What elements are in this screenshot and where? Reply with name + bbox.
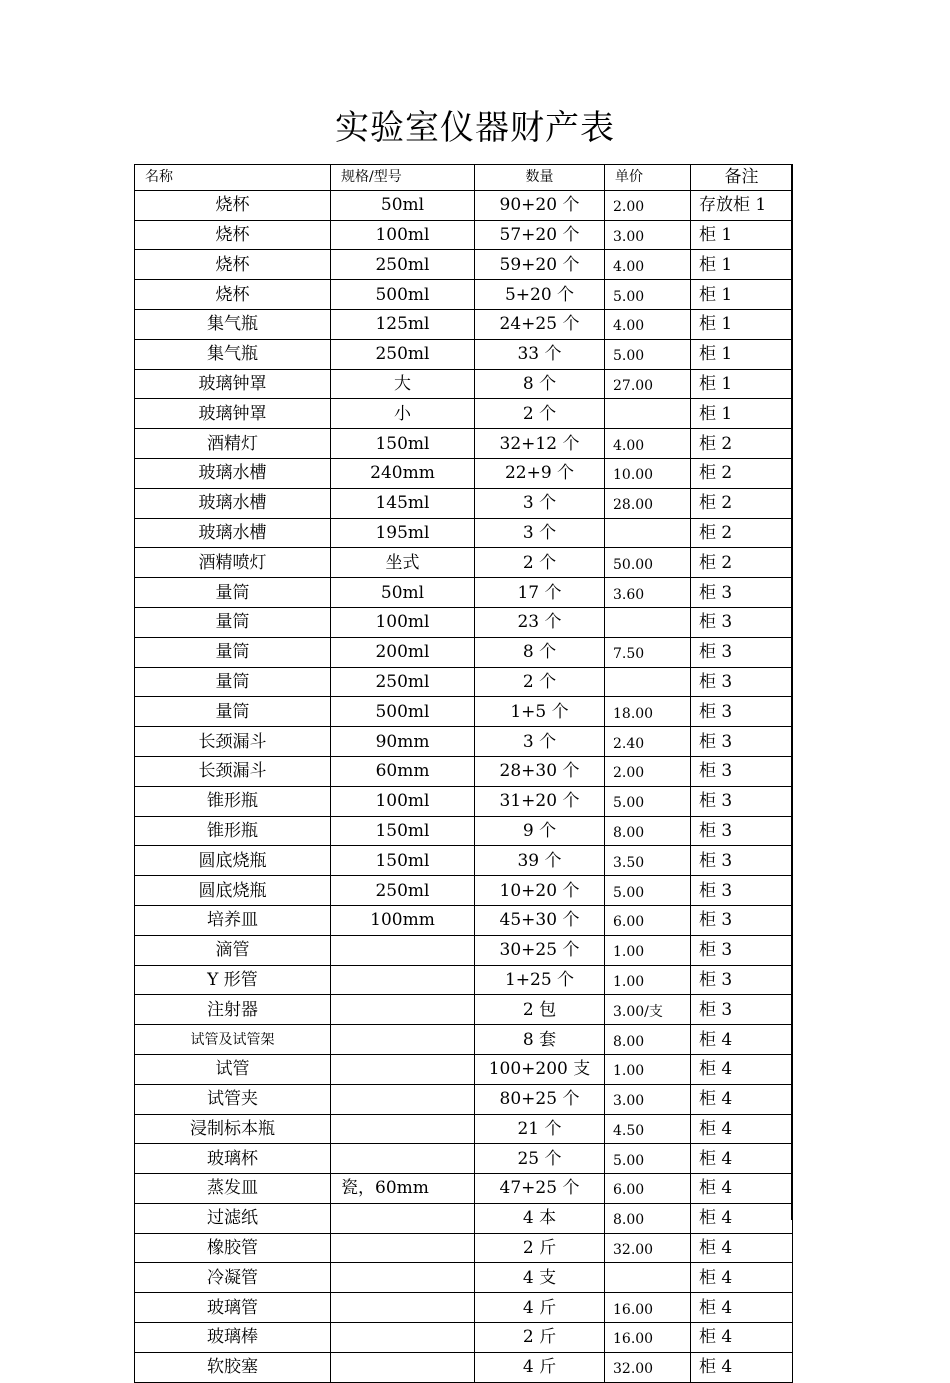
cell-notes: 柜 3 bbox=[691, 578, 793, 608]
cell-notes: 柜 1 bbox=[691, 280, 793, 310]
cell-name: 过滤纸 bbox=[135, 1203, 331, 1233]
cell-qty: 2 包 bbox=[475, 995, 605, 1025]
cell-name: 烧杯 bbox=[135, 220, 331, 250]
table-row bbox=[135, 816, 793, 846]
cell-qty: 24+25 个 bbox=[475, 309, 605, 339]
cell-spec: 100ml bbox=[331, 607, 475, 637]
cell-qty: 1+25 个 bbox=[475, 965, 605, 995]
cell-price bbox=[605, 667, 691, 697]
table-row bbox=[135, 578, 793, 608]
cell-price: 3.00 bbox=[605, 1084, 691, 1114]
table-row bbox=[135, 846, 793, 876]
table-row bbox=[135, 280, 793, 310]
cell-name: 量筒 bbox=[135, 607, 331, 637]
cell-spec: 250ml bbox=[331, 250, 475, 280]
cell-notes: 柜 1 bbox=[691, 309, 793, 339]
cell-spec bbox=[331, 1323, 475, 1353]
cell-qty: 21 个 bbox=[475, 1114, 605, 1144]
cell-price: 16.00 bbox=[605, 1293, 691, 1323]
cell-price bbox=[605, 1263, 691, 1293]
inventory-table bbox=[134, 164, 793, 1383]
header-name: 名称 bbox=[135, 165, 331, 191]
cell-notes: 柜 1 bbox=[691, 220, 793, 250]
table-row bbox=[135, 399, 793, 429]
table-row bbox=[135, 1114, 793, 1144]
cell-spec: 500ml bbox=[331, 697, 475, 727]
cell-price: 5.00 bbox=[605, 876, 691, 906]
cell-price: 3.50 bbox=[605, 846, 691, 876]
cell-spec: 500ml bbox=[331, 280, 475, 310]
table-row bbox=[135, 369, 793, 399]
cell-name: 圆底烧瓶 bbox=[135, 846, 331, 876]
cell-qty: 4 支 bbox=[475, 1263, 605, 1293]
cell-qty: 28+30 个 bbox=[475, 756, 605, 786]
cell-name: 浸制标本瓶 bbox=[135, 1114, 331, 1144]
table-row bbox=[135, 786, 793, 816]
cell-spec: 200ml bbox=[331, 637, 475, 667]
cell-spec: 90mm bbox=[331, 727, 475, 757]
cell-name: 冷凝管 bbox=[135, 1263, 331, 1293]
cell-notes: 柜 3 bbox=[691, 786, 793, 816]
cell-spec: 150ml bbox=[331, 816, 475, 846]
cell-price: 5.00 bbox=[605, 339, 691, 369]
cell-price: 6.00 bbox=[605, 905, 691, 935]
cell-name: 软胶塞 bbox=[135, 1352, 331, 1382]
cell-notes: 柜 4 bbox=[691, 1174, 793, 1204]
header-spec: 规格/型号 bbox=[331, 165, 475, 191]
table-row bbox=[135, 756, 793, 786]
cell-name: 玻璃钟罩 bbox=[135, 369, 331, 399]
cell-name: 玻璃水槽 bbox=[135, 488, 331, 518]
cell-qty: 2 个 bbox=[475, 399, 605, 429]
cell-name: 玻璃水槽 bbox=[135, 518, 331, 548]
cell-notes: 柜 4 bbox=[691, 1025, 793, 1055]
cell-price: 32.00 bbox=[605, 1352, 691, 1382]
cell-name: 烧杯 bbox=[135, 190, 331, 220]
table-row bbox=[135, 1352, 793, 1382]
cell-name: 酒精喷灯 bbox=[135, 548, 331, 578]
cell-spec bbox=[331, 995, 475, 1025]
cell-spec: 小 bbox=[331, 399, 475, 429]
cell-name: 量筒 bbox=[135, 697, 331, 727]
cell-spec bbox=[331, 1025, 475, 1055]
header-notes: 备注 bbox=[691, 165, 793, 191]
cell-qty: 5+20 个 bbox=[475, 280, 605, 310]
cell-name: 集气瓶 bbox=[135, 309, 331, 339]
cell-qty: 45+30 个 bbox=[475, 905, 605, 935]
table-row bbox=[135, 250, 793, 280]
cell-qty: 2 斤 bbox=[475, 1323, 605, 1353]
cell-name: 玻璃棒 bbox=[135, 1323, 331, 1353]
cell-name: 蒸发皿 bbox=[135, 1174, 331, 1204]
table-row bbox=[135, 876, 793, 906]
cell-name: 量筒 bbox=[135, 667, 331, 697]
cell-price: 4.00 bbox=[605, 250, 691, 280]
table-row bbox=[135, 1144, 793, 1174]
cell-notes: 柜 4 bbox=[691, 1144, 793, 1174]
cell-spec: 100ml bbox=[331, 786, 475, 816]
cell-qty: 30+25 个 bbox=[475, 935, 605, 965]
cell-qty: 33 个 bbox=[475, 339, 605, 369]
table-row bbox=[135, 1323, 793, 1353]
cell-spec bbox=[331, 935, 475, 965]
cell-spec: 100ml bbox=[331, 220, 475, 250]
cell-spec: 240mm bbox=[331, 458, 475, 488]
cell-name: 锥形瓶 bbox=[135, 816, 331, 846]
cell-notes: 柜 4 bbox=[691, 1203, 793, 1233]
cell-name: 锥形瓶 bbox=[135, 786, 331, 816]
cell-price: 2.00 bbox=[605, 190, 691, 220]
cell-spec: 100mm bbox=[331, 905, 475, 935]
cell-qty: 39 个 bbox=[475, 846, 605, 876]
cell-qty: 100+200 支 bbox=[475, 1054, 605, 1084]
table-row bbox=[135, 905, 793, 935]
table-row bbox=[135, 220, 793, 250]
table-row bbox=[135, 1203, 793, 1233]
cell-name: 量筒 bbox=[135, 637, 331, 667]
table-row bbox=[135, 1293, 793, 1323]
cell-notes: 柜 3 bbox=[691, 697, 793, 727]
cell-qty: 1+5 个 bbox=[475, 697, 605, 727]
cell-qty: 4 斤 bbox=[475, 1293, 605, 1323]
table-row bbox=[135, 429, 793, 459]
cell-spec: 大 bbox=[331, 369, 475, 399]
cell-spec bbox=[331, 1203, 475, 1233]
cell-price: 3.00 bbox=[605, 220, 691, 250]
cell-name: 玻璃杯 bbox=[135, 1144, 331, 1174]
table-row bbox=[135, 488, 793, 518]
cell-name: 玻璃水槽 bbox=[135, 458, 331, 488]
cell-price: 3.60 bbox=[605, 578, 691, 608]
cell-price: 3.00/支 bbox=[605, 995, 691, 1025]
cell-price: 1.00 bbox=[605, 965, 691, 995]
table-row bbox=[135, 518, 793, 548]
cell-qty: 2 斤 bbox=[475, 1233, 605, 1263]
cell-price: 4.00 bbox=[605, 429, 691, 459]
cell-qty: 31+20 个 bbox=[475, 786, 605, 816]
table-row bbox=[135, 637, 793, 667]
cell-qty: 17 个 bbox=[475, 578, 605, 608]
cell-price: 8.00 bbox=[605, 1203, 691, 1233]
cell-spec bbox=[331, 1352, 475, 1382]
cell-notes: 柜 2 bbox=[691, 518, 793, 548]
table-row bbox=[135, 965, 793, 995]
cell-notes: 柜 2 bbox=[691, 458, 793, 488]
table-row bbox=[135, 697, 793, 727]
cell-price: 5.00 bbox=[605, 280, 691, 310]
cell-qty: 32+12 个 bbox=[475, 429, 605, 459]
cell-spec: 250ml bbox=[331, 667, 475, 697]
cell-name: 长颈漏斗 bbox=[135, 756, 331, 786]
cell-notes: 柜 3 bbox=[691, 727, 793, 757]
cell-price: 5.00 bbox=[605, 1144, 691, 1174]
cell-name: 注射器 bbox=[135, 995, 331, 1025]
cell-name: 玻璃钟罩 bbox=[135, 399, 331, 429]
cell-price: 8.00 bbox=[605, 1025, 691, 1055]
table-row bbox=[135, 1025, 793, 1055]
cell-qty: 3 个 bbox=[475, 518, 605, 548]
cell-notes: 存放柜 1 bbox=[691, 190, 793, 220]
cell-qty: 22+9 个 bbox=[475, 458, 605, 488]
table-row bbox=[135, 309, 793, 339]
cell-spec: 60mm bbox=[331, 756, 475, 786]
cell-notes: 柜 2 bbox=[691, 429, 793, 459]
cell-qty: 2 个 bbox=[475, 667, 605, 697]
cell-name: 试管 bbox=[135, 1054, 331, 1084]
cell-price bbox=[605, 518, 691, 548]
cell-spec: 250ml bbox=[331, 876, 475, 906]
table-header-row bbox=[135, 165, 793, 191]
cell-spec bbox=[331, 1293, 475, 1323]
cell-price: 2.00 bbox=[605, 756, 691, 786]
cell-qty: 4 本 bbox=[475, 1203, 605, 1233]
table-row bbox=[135, 1263, 793, 1293]
cell-spec bbox=[331, 1084, 475, 1114]
cell-notes: 柜 3 bbox=[691, 607, 793, 637]
cell-notes: 柜 4 bbox=[691, 1352, 793, 1382]
cell-qty: 80+25 个 bbox=[475, 1084, 605, 1114]
cell-name: 滴管 bbox=[135, 935, 331, 965]
cell-spec: 125ml bbox=[331, 309, 475, 339]
cell-qty: 59+20 个 bbox=[475, 250, 605, 280]
cell-notes: 柜 3 bbox=[691, 995, 793, 1025]
cell-spec: 坐式 bbox=[331, 548, 475, 578]
cell-name: 试管夹 bbox=[135, 1084, 331, 1114]
cell-notes: 柜 4 bbox=[691, 1084, 793, 1114]
cell-price: 4.50 bbox=[605, 1114, 691, 1144]
cell-notes: 柜 4 bbox=[691, 1054, 793, 1084]
cell-name: 试管及试管架 bbox=[135, 1025, 331, 1055]
cell-qty: 10+20 个 bbox=[475, 876, 605, 906]
cell-price: 4.00 bbox=[605, 309, 691, 339]
cell-price: 5.00 bbox=[605, 786, 691, 816]
cell-name: 长颈漏斗 bbox=[135, 727, 331, 757]
cell-notes: 柜 3 bbox=[691, 816, 793, 846]
cell-qty: 8 个 bbox=[475, 637, 605, 667]
cell-price bbox=[605, 607, 691, 637]
table-row bbox=[135, 667, 793, 697]
cell-qty: 3 个 bbox=[475, 488, 605, 518]
cell-qty: 8 套 bbox=[475, 1025, 605, 1055]
header-price: 单价 bbox=[605, 165, 691, 191]
cell-price: 8.00 bbox=[605, 816, 691, 846]
cell-notes: 柜 2 bbox=[691, 548, 793, 578]
cell-spec: 150ml bbox=[331, 846, 475, 876]
cell-price: 18.00 bbox=[605, 697, 691, 727]
cell-notes: 柜 4 bbox=[691, 1293, 793, 1323]
table-row bbox=[135, 1084, 793, 1114]
cell-qty: 47+25 个 bbox=[475, 1174, 605, 1204]
cell-qty: 4 斤 bbox=[475, 1352, 605, 1382]
cell-price: 50.00 bbox=[605, 548, 691, 578]
table-row bbox=[135, 935, 793, 965]
cell-spec: 250ml bbox=[331, 339, 475, 369]
table-row bbox=[135, 995, 793, 1025]
cell-price: 27.00 bbox=[605, 369, 691, 399]
page-title: 实验室仪器财产表 bbox=[335, 108, 615, 148]
cell-qty: 8 个 bbox=[475, 369, 605, 399]
cell-spec bbox=[331, 1144, 475, 1174]
cell-notes: 柜 3 bbox=[691, 756, 793, 786]
cell-spec bbox=[331, 1233, 475, 1263]
cell-notes: 柜 3 bbox=[691, 876, 793, 906]
table-row bbox=[135, 458, 793, 488]
cell-notes: 柜 1 bbox=[691, 339, 793, 369]
cell-qty: 3 个 bbox=[475, 727, 605, 757]
table-row bbox=[135, 190, 793, 220]
cell-spec: 145ml bbox=[331, 488, 475, 518]
table-right-border bbox=[791, 164, 793, 1220]
cell-name: 圆底烧瓶 bbox=[135, 876, 331, 906]
cell-name: 玻璃管 bbox=[135, 1293, 331, 1323]
cell-qty: 2 个 bbox=[475, 548, 605, 578]
cell-notes: 柜 4 bbox=[691, 1263, 793, 1293]
cell-spec: 150ml bbox=[331, 429, 475, 459]
cell-notes: 柜 3 bbox=[691, 905, 793, 935]
cell-spec bbox=[331, 965, 475, 995]
cell-name: 烧杯 bbox=[135, 250, 331, 280]
cell-spec: 瓷，60mm bbox=[331, 1174, 475, 1204]
cell-price: 2.40 bbox=[605, 727, 691, 757]
cell-qty: 90+20 个 bbox=[475, 190, 605, 220]
cell-price: 16.00 bbox=[605, 1323, 691, 1353]
cell-price: 32.00 bbox=[605, 1233, 691, 1263]
cell-spec: 195ml bbox=[331, 518, 475, 548]
table-row bbox=[135, 1233, 793, 1263]
table-row bbox=[135, 727, 793, 757]
cell-qty: 25 个 bbox=[475, 1144, 605, 1174]
cell-spec bbox=[331, 1054, 475, 1084]
cell-notes: 柜 1 bbox=[691, 369, 793, 399]
cell-name: 培养皿 bbox=[135, 905, 331, 935]
cell-qty: 57+20 个 bbox=[475, 220, 605, 250]
cell-price: 28.00 bbox=[605, 488, 691, 518]
cell-name: Y 形管 bbox=[135, 965, 331, 995]
cell-notes: 柜 3 bbox=[691, 846, 793, 876]
cell-name: 橡胶管 bbox=[135, 1233, 331, 1263]
table-row bbox=[135, 1174, 793, 1204]
cell-price: 7.50 bbox=[605, 637, 691, 667]
table-row bbox=[135, 1054, 793, 1084]
cell-notes: 柜 3 bbox=[691, 667, 793, 697]
cell-qty: 23 个 bbox=[475, 607, 605, 637]
table-row bbox=[135, 607, 793, 637]
cell-spec bbox=[331, 1114, 475, 1144]
header-qty: 数量 bbox=[475, 165, 605, 191]
cell-spec: 50ml bbox=[331, 578, 475, 608]
cell-name: 烧杯 bbox=[135, 280, 331, 310]
cell-price: 6.00 bbox=[605, 1174, 691, 1204]
cell-notes: 柜 4 bbox=[691, 1233, 793, 1263]
cell-notes: 柜 4 bbox=[691, 1114, 793, 1144]
cell-price bbox=[605, 399, 691, 429]
cell-price: 1.00 bbox=[605, 935, 691, 965]
cell-qty: 9 个 bbox=[475, 816, 605, 846]
cell-spec bbox=[331, 1263, 475, 1293]
cell-notes: 柜 3 bbox=[691, 935, 793, 965]
cell-name: 集气瓶 bbox=[135, 339, 331, 369]
cell-notes: 柜 2 bbox=[691, 488, 793, 518]
cell-spec: 50ml bbox=[331, 190, 475, 220]
cell-price: 10.00 bbox=[605, 458, 691, 488]
cell-name: 量筒 bbox=[135, 578, 331, 608]
table-row bbox=[135, 548, 793, 578]
cell-notes: 柜 1 bbox=[691, 399, 793, 429]
cell-notes: 柜 4 bbox=[691, 1323, 793, 1353]
cell-notes: 柜 1 bbox=[691, 250, 793, 280]
cell-name: 酒精灯 bbox=[135, 429, 331, 459]
cell-price: 1.00 bbox=[605, 1054, 691, 1084]
cell-notes: 柜 3 bbox=[691, 637, 793, 667]
cell-notes: 柜 3 bbox=[691, 965, 793, 995]
table-row bbox=[135, 339, 793, 369]
